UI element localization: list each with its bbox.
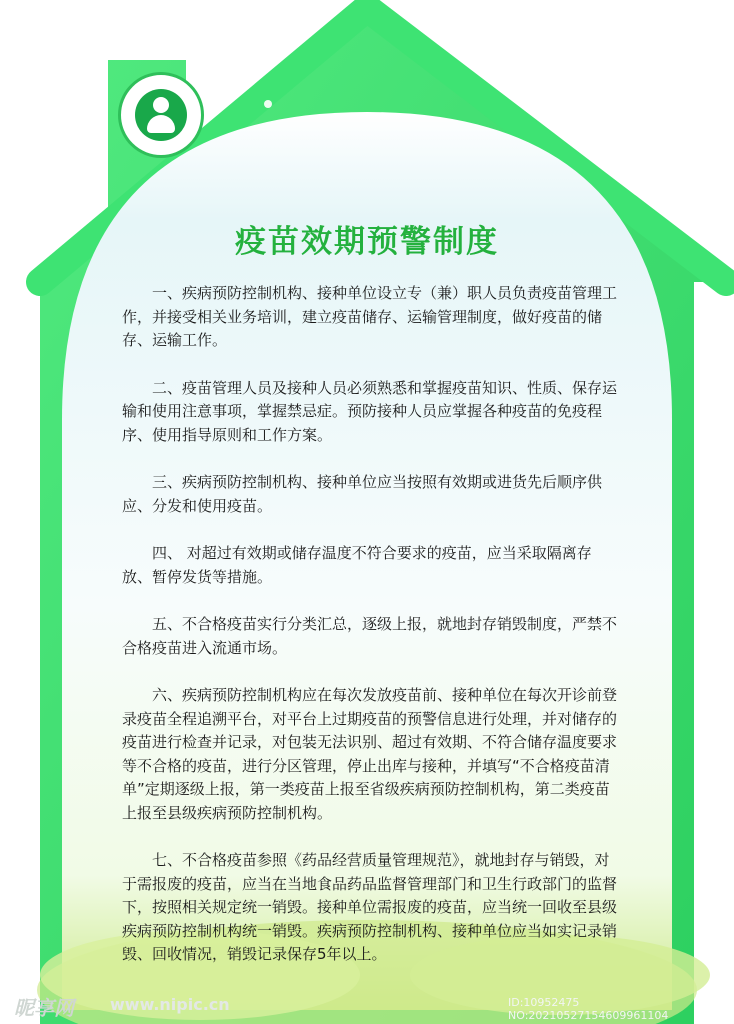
regulation-body (122, 282, 618, 991)
paragraph: 七、不合格疫苗参照《药品经营质量管理规范》，就地封存与销毁，对于需报废的疫苗，应当在当地食品药品监督管理部门和卫生行政部门的监督下，按照相关规定统一销毁。接种单位需报废的疫苗，应当统一回收至县级疾病预防控制机构统一销毁。疾病预防控制机构、接种单位应当如实记录销毁、回收情况，销毁记录保存5年以上。 (122, 851, 618, 963)
paragraph: 五、不合格疫苗实行分类汇总，逐级上报，就地封存销毁制度，严禁不合格疫苗进入流通市场。 (122, 615, 618, 657)
watermark-id: ID:10952475 NO:20210527154609961104 (508, 996, 669, 1022)
paragraph: 四、 对超过有效期或储存温度不符合要求的疫苗，应当采取隔离存放、暂停发货等措施。 (122, 544, 592, 586)
paragraph: 二、疫苗管理人员及接种人员必须熟悉和掌握疫苗知识、性质、保存运输和使用注意事项，掌握禁忌症。预防接种人员应掌握各种疫苗的免疫程序、使用指导原则和工作方案。 (122, 378, 618, 444)
paragraph: 三、疾病预防控制机构、接种单位应当按照有效期或进货先后顺序供应、分发和使用疫苗。 (122, 473, 603, 515)
logo-icon (135, 89, 187, 141)
paragraph: 一、疾病预防控制机构、接种单位设立专（兼）职人员负责疫苗管理工作，并接受相关业务培训，建立疫苗储存、运输管理制度，做好疫苗的储存、运输工作。 (122, 284, 618, 349)
page-title: 疫苗效期预警制度 (235, 224, 499, 260)
logo-emblem (118, 72, 204, 158)
paragraph: 六、疾病预防控制机构应在每次发放疫苗前、接种单位在每次开诊前登录疫苗全程追溯平台，对平台上过期疫苗的预警信息进行处理，并对储存的疫苗进行检查并记录，对包装无法识别、超过有效期、不符合储存温度要求等不合格的疫苗，进行分区管理，停止出库与接种，并填写“不合格疫苗清单”定期逐级上报，第一类疫苗上报至省级疾病预防控制机构，第二类疫苗上报至县级疾病预防控制机构。 (122, 686, 618, 822)
watermark-brand: 昵享网 (14, 996, 74, 1020)
watermark-url: www.nipic.cn (110, 995, 230, 1014)
